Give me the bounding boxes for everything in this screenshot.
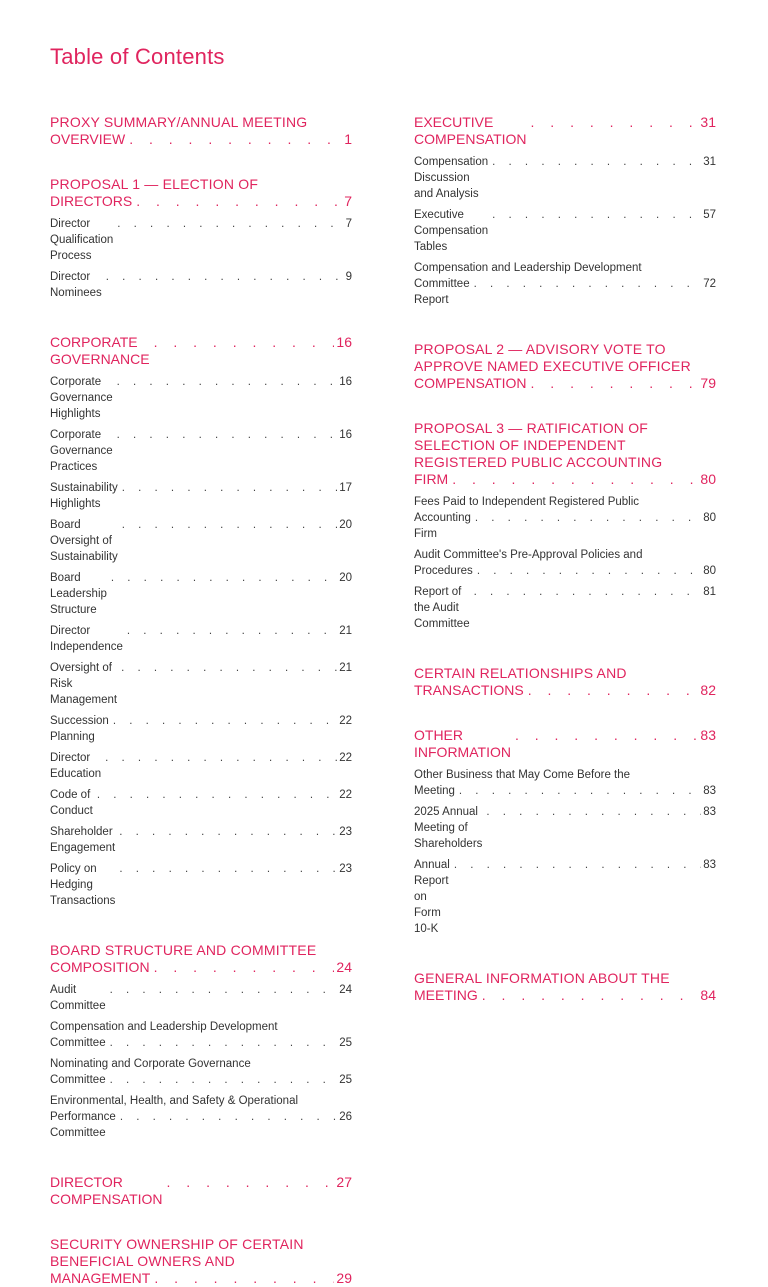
toc-entry-row xyxy=(414,584,716,632)
dot-leader xyxy=(154,1270,334,1287)
dot-leader xyxy=(492,207,701,223)
toc-section xyxy=(50,114,352,148)
toc-entry-text: Sustainability Highlights xyxy=(50,482,118,510)
section-spacer xyxy=(50,148,352,176)
toc-entry-row xyxy=(50,216,352,264)
page-number: 80 xyxy=(703,512,716,524)
section-heading-line: PROPOSAL 1 — ELECTION OF xyxy=(50,176,259,192)
dot-leader xyxy=(110,982,338,998)
dot-leader xyxy=(477,563,701,579)
section-heading-line: PROPOSAL 3 — RATIFICATION OF xyxy=(414,420,649,436)
dot-leader xyxy=(482,987,699,1004)
dot-leader xyxy=(515,727,698,744)
dot-leader xyxy=(486,804,701,820)
toc-entry-row xyxy=(50,269,352,301)
toc-entry[interactable] xyxy=(414,494,716,542)
page-number: 80 xyxy=(703,565,716,577)
section-items xyxy=(414,494,716,632)
section-items xyxy=(414,767,716,937)
page-number: 7 xyxy=(344,193,352,209)
section-heading-entry xyxy=(414,987,716,1004)
toc-section xyxy=(414,665,716,699)
section-heading-entry xyxy=(50,334,352,368)
section-heading[interactable] xyxy=(414,341,716,392)
toc-entry[interactable] xyxy=(50,480,352,512)
page-number: 22 xyxy=(339,752,352,764)
toc-entry-line: Nominating and Corporate Governance xyxy=(50,1058,251,1070)
section-heading-entry xyxy=(414,375,716,392)
toc-entry-text: Director Independence xyxy=(50,625,123,653)
toc-entry-text: Committee xyxy=(50,1037,106,1049)
toc-entry-row xyxy=(50,787,352,819)
dot-leader xyxy=(531,114,699,131)
page-number: 82 xyxy=(700,682,716,698)
dot-leader xyxy=(452,471,698,488)
dot-leader xyxy=(475,510,701,526)
toc-entry-row xyxy=(414,783,716,799)
toc-entry[interactable] xyxy=(50,570,352,618)
section-spacer xyxy=(50,914,352,942)
toc-entry-text: Corporate Governance Practices xyxy=(50,429,113,473)
page-number: 16 xyxy=(339,429,352,441)
toc-entry-row xyxy=(50,1072,352,1088)
toc-entry[interactable] xyxy=(50,1093,352,1141)
toc-entry-text: Meeting xyxy=(414,785,455,797)
toc-entry[interactable] xyxy=(414,767,716,799)
page-number: 21 xyxy=(339,625,352,637)
section-heading-entry xyxy=(50,1174,352,1208)
toc-column-left xyxy=(50,114,352,1287)
toc-entry[interactable] xyxy=(414,804,716,852)
section-items xyxy=(50,374,352,909)
toc-entry[interactable] xyxy=(50,787,352,819)
section-heading[interactable] xyxy=(50,334,352,368)
toc-entry-text: Succession Planning xyxy=(50,715,109,743)
section-heading[interactable] xyxy=(50,942,352,976)
toc-entry[interactable] xyxy=(414,857,716,937)
toc-entry[interactable] xyxy=(50,623,352,655)
section-heading[interactable] xyxy=(50,1236,352,1287)
section-heading-line: BOARD STRUCTURE AND COMMITTEE xyxy=(50,942,317,958)
dot-leader xyxy=(129,131,342,148)
page-number: 83 xyxy=(700,727,716,743)
toc-entry-row xyxy=(50,374,352,422)
toc-entry[interactable] xyxy=(50,427,352,475)
toc-entry-line: Environmental, Health, and Safety & Operational xyxy=(50,1095,299,1107)
section-heading-entry xyxy=(414,727,716,761)
section-heading[interactable] xyxy=(414,665,716,699)
section-items xyxy=(50,216,352,301)
section-items xyxy=(50,982,352,1141)
section-heading-entry xyxy=(414,114,716,148)
toc-entry[interactable] xyxy=(414,547,716,579)
toc-entry-row xyxy=(50,660,352,708)
page-number: 83 xyxy=(703,806,716,818)
dot-leader xyxy=(121,660,337,676)
section-heading[interactable] xyxy=(414,727,716,761)
toc-entry-text: Code of Conduct xyxy=(50,789,93,817)
toc-section xyxy=(414,341,716,392)
dot-leader xyxy=(531,375,699,392)
section-heading[interactable] xyxy=(50,176,352,210)
page-number: 83 xyxy=(703,859,716,871)
section-heading-line: REGISTERED PUBLIC ACCOUNTING xyxy=(414,454,663,470)
toc-entry-text: Shareholder Engagement xyxy=(50,826,116,854)
dot-leader xyxy=(105,750,337,766)
dot-leader xyxy=(110,1035,338,1051)
page-number: 23 xyxy=(339,826,352,838)
toc-entry-row xyxy=(50,861,352,909)
section-heading-text: MEETING xyxy=(414,987,478,1003)
section-heading-line: PROXY SUMMARY/ANNUAL MEETING xyxy=(50,114,308,130)
page-number: 81 xyxy=(703,586,716,598)
section-spacer xyxy=(414,313,716,341)
toc-entry-row xyxy=(50,480,352,512)
section-heading-text: TRANSACTIONS xyxy=(414,682,524,698)
dot-leader xyxy=(117,374,338,390)
dot-leader xyxy=(106,269,344,285)
section-heading[interactable] xyxy=(414,970,716,1004)
section-spacer xyxy=(50,1146,352,1174)
section-heading-entry xyxy=(414,471,716,488)
dot-leader xyxy=(154,959,335,976)
section-heading-entry xyxy=(414,682,716,699)
toc-entry-text: Report of the Audit Committee xyxy=(414,586,470,630)
toc-entry-text: Annual Report on Form 10-K xyxy=(414,859,450,935)
section-heading[interactable] xyxy=(414,420,716,488)
toc-entry-text: Policy on Hedging Transactions xyxy=(50,863,116,907)
dot-leader xyxy=(111,570,337,586)
toc-entry-row xyxy=(414,804,716,852)
toc-entry-row xyxy=(414,276,716,308)
toc-entry-row xyxy=(414,154,716,202)
page-number: 31 xyxy=(700,114,716,130)
section-heading-text: COMPENSATION xyxy=(414,375,527,391)
toc-entry-row xyxy=(50,1035,352,1051)
page-number: 27 xyxy=(336,1174,352,1190)
toc-section xyxy=(414,420,716,632)
section-heading-text: MANAGEMENT xyxy=(50,1270,151,1286)
page-number: 24 xyxy=(336,959,352,975)
section-spacer xyxy=(414,699,716,727)
toc-entry-text: 2025 Annual Meeting of Shareholders xyxy=(414,806,483,850)
toc-section xyxy=(50,942,352,1141)
dot-leader xyxy=(122,480,337,496)
toc-entry-row xyxy=(50,623,352,655)
section-spacer xyxy=(414,392,716,420)
page-number: 57 xyxy=(703,209,716,221)
page-number: 20 xyxy=(339,519,352,531)
section-heading-entry xyxy=(50,131,352,148)
toc-entry-line: Compensation and Leadership Development xyxy=(50,1021,278,1033)
toc-entry-row xyxy=(414,510,716,542)
section-heading[interactable] xyxy=(414,114,716,148)
toc-entry-line: Other Business that May Come Before the xyxy=(414,769,631,781)
toc-entry[interactable] xyxy=(50,713,352,745)
toc-entry-text: Procedures xyxy=(414,565,473,577)
page-number: 22 xyxy=(339,789,352,801)
page-number: 1 xyxy=(344,131,352,147)
dot-leader xyxy=(117,427,338,443)
section-heading-line: SELECTION OF INDEPENDENT xyxy=(414,437,626,453)
section-heading-entry xyxy=(50,193,352,210)
dot-leader xyxy=(120,1109,337,1125)
section-heading-line: PROPOSAL 2 — ADVISORY VOTE TO xyxy=(414,341,666,357)
toc-entry-line: Audit Committee's Pre-Approval Policies and xyxy=(414,549,643,561)
page-number: 7 xyxy=(345,218,352,230)
toc-entry[interactable] xyxy=(414,260,716,308)
page-number: 22 xyxy=(339,715,352,727)
toc-section xyxy=(50,176,352,301)
section-heading-text: DIRECTOR COMPENSATION xyxy=(50,1174,163,1207)
section-heading-entry xyxy=(50,959,352,976)
section-heading[interactable] xyxy=(50,114,352,148)
dot-leader xyxy=(119,824,337,840)
dot-leader xyxy=(110,1072,338,1088)
section-heading-line: SECURITY OWNERSHIP OF CERTAIN xyxy=(50,1236,304,1252)
section-heading-line: GENERAL INFORMATION ABOUT THE xyxy=(414,970,670,986)
section-heading-entry xyxy=(50,1270,352,1287)
toc-section xyxy=(414,970,716,1004)
toc-entry-text: Director Qualification Process xyxy=(50,218,114,262)
toc-entry-row xyxy=(50,427,352,475)
toc-entry-text: Director Nominees xyxy=(50,271,102,299)
toc-entry[interactable] xyxy=(50,269,352,301)
page-number: 83 xyxy=(703,785,716,797)
toc-entry-line: Fees Paid to Independent Registered Public xyxy=(414,496,640,508)
toc-entry-text: Audit Committee xyxy=(50,984,106,1012)
dot-leader xyxy=(528,682,699,699)
toc-entry-text: Accounting Firm xyxy=(414,512,471,540)
dot-leader xyxy=(127,623,337,639)
dot-leader xyxy=(97,787,337,803)
toc-entry-row xyxy=(414,563,716,579)
page-number: 9 xyxy=(345,271,352,283)
section-heading-text: EXECUTIVE COMPENSATION xyxy=(414,114,527,147)
page-number: 31 xyxy=(703,156,716,168)
section-heading-text: DIRECTORS xyxy=(50,193,133,209)
toc-entry-text: Board Leadership Structure xyxy=(50,572,107,616)
toc-entry-text: Committee xyxy=(50,1074,106,1086)
dot-leader xyxy=(474,584,702,600)
toc-entry[interactable] xyxy=(50,824,352,856)
toc-entry[interactable] xyxy=(50,1019,352,1051)
dot-leader xyxy=(154,334,335,351)
section-heading[interactable] xyxy=(50,1174,352,1208)
toc-entry[interactable] xyxy=(50,750,352,782)
page-number: 23 xyxy=(339,863,352,875)
toc-entry-row xyxy=(50,713,352,745)
section-items xyxy=(414,154,716,308)
toc-entry[interactable] xyxy=(414,207,716,255)
dot-leader xyxy=(454,857,701,873)
toc-entry-row xyxy=(50,982,352,1014)
toc-entry[interactable] xyxy=(50,982,352,1014)
toc-entry[interactable] xyxy=(414,154,716,202)
toc-entry-text: Committee Report xyxy=(414,278,470,306)
toc-entry[interactable] xyxy=(50,861,352,909)
dot-leader xyxy=(474,276,702,292)
page-number: 16 xyxy=(336,334,352,350)
toc-entry-text: Oversight of Risk Management xyxy=(50,662,118,706)
section-spacer xyxy=(50,306,352,334)
section-spacer xyxy=(414,637,716,665)
section-heading-text: FIRM xyxy=(414,471,449,487)
section-heading-text: CORPORATE GOVERNANCE xyxy=(50,334,150,367)
page-number: 29 xyxy=(336,1270,352,1286)
toc-entry[interactable] xyxy=(414,584,716,632)
page-number: 26 xyxy=(339,1111,352,1123)
page-number: 20 xyxy=(339,572,352,584)
page-number: 25 xyxy=(339,1074,352,1086)
toc-section xyxy=(50,1174,352,1208)
dot-leader xyxy=(459,783,701,799)
toc-entry-text: Executive Compensation Tables xyxy=(414,209,489,253)
toc-entry-text: Performance Committee xyxy=(50,1111,116,1139)
toc-entry-row xyxy=(414,857,716,937)
toc-entry-row xyxy=(50,824,352,856)
toc-column-right xyxy=(414,114,716,1004)
page-number: 25 xyxy=(339,1037,352,1049)
toc-section xyxy=(414,114,716,308)
toc-entry-text: Board Oversight of Sustainability xyxy=(50,519,118,563)
dot-leader xyxy=(136,193,342,210)
dot-leader xyxy=(119,861,337,877)
toc-entry-row xyxy=(414,207,716,255)
section-heading-line: CERTAIN RELATIONSHIPS AND xyxy=(414,665,627,681)
toc-entry[interactable] xyxy=(50,1056,352,1088)
section-heading-text: COMPOSITION xyxy=(50,959,150,975)
page-number: 72 xyxy=(703,278,716,290)
page-title: Table of Contents xyxy=(50,44,225,69)
section-heading-text: OTHER INFORMATION xyxy=(414,727,511,760)
toc-entry[interactable] xyxy=(50,374,352,422)
page-number: 21 xyxy=(339,662,352,674)
page-number: 84 xyxy=(700,987,716,1003)
dot-leader xyxy=(492,154,701,170)
dot-leader xyxy=(117,216,343,232)
page-number: 80 xyxy=(700,471,716,487)
toc-entry-row xyxy=(50,570,352,618)
toc-section xyxy=(414,727,716,937)
section-heading-line: APPROVE NAMED EXECUTIVE OFFICER xyxy=(414,358,691,374)
dot-leader xyxy=(167,1174,335,1191)
toc-entry-text: Corporate Governance Highlights xyxy=(50,376,113,420)
toc-entry-row xyxy=(50,1109,352,1141)
toc-section xyxy=(50,1236,352,1287)
toc-entry-row xyxy=(50,517,352,565)
toc-entry-text: Compensation Discussion and Analysis xyxy=(414,156,489,200)
section-heading-text: OVERVIEW xyxy=(50,131,126,147)
toc-entry[interactable] xyxy=(50,517,352,565)
section-heading-line: BENEFICIAL OWNERS AND xyxy=(50,1253,235,1269)
page-number: 24 xyxy=(339,984,352,996)
section-spacer xyxy=(50,1208,352,1236)
toc-entry-row xyxy=(50,750,352,782)
toc-entry[interactable] xyxy=(50,216,352,264)
toc-section xyxy=(50,334,352,909)
section-spacer xyxy=(414,942,716,970)
toc-entry[interactable] xyxy=(50,660,352,708)
dot-leader xyxy=(122,517,337,533)
dot-leader xyxy=(113,713,337,729)
page-number: 79 xyxy=(700,375,716,391)
page-number: 17 xyxy=(339,482,352,494)
toc-entry-line: Compensation and Leadership Development xyxy=(414,262,642,274)
page-number: 16 xyxy=(339,376,352,388)
toc-entry-text: Director Education xyxy=(50,752,102,780)
